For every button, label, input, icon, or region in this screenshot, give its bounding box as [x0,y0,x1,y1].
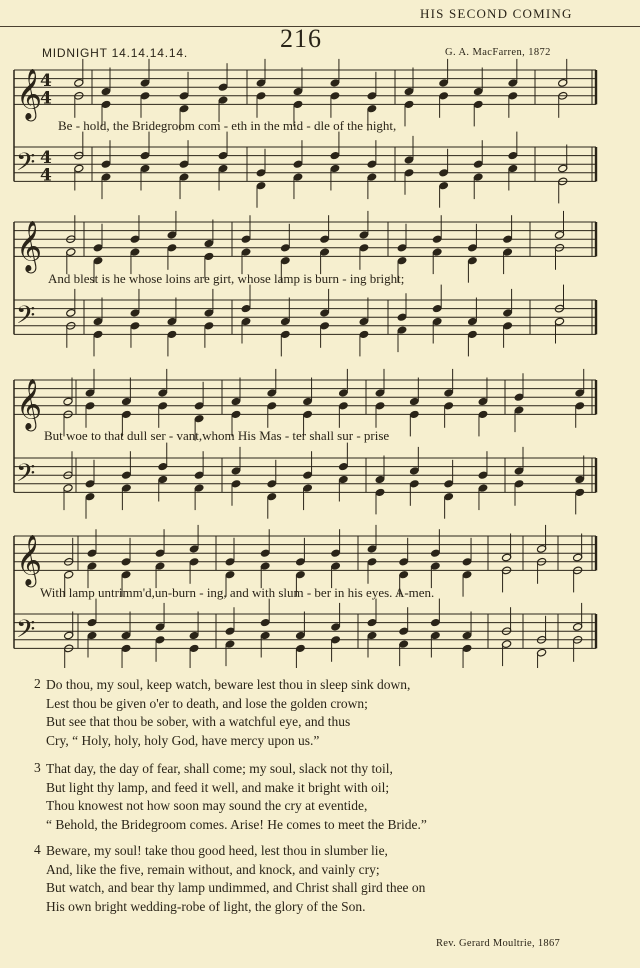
bass-clef-icon: 𝄢 [16,614,36,650]
time-signature-top: 4 [40,71,52,92]
verse-line: But light thy lamp, and feed it well, and make it bright with oil; [46,779,390,795]
hymn-number: 216 [280,24,322,53]
time-signature-bottom: 4 [40,88,52,109]
verse-line: Cry, “ Holy, holy, holy God, have mercy upon us.” [46,732,320,748]
verse-number: 2 [34,676,41,691]
verse-2 [34,676,411,750]
composer-credit: G. A. MacFarren, 1872 [445,47,551,58]
verse-3 [34,760,427,834]
verse-line: Beware, my soul! take thou good heed, lest thou in slumber lie, [46,843,388,858]
verse-line: And, like the five, remain without, and knock, and vainly cry; [46,861,380,877]
verse-number: 4 [34,842,41,857]
verse-line: But watch, and bear thy lamp undimmed, and Christ shall gird thee on [46,880,426,896]
lyric-line-1: Be - hold, the Bridegroom com - eth in the mid - dle of the night, [58,118,397,133]
verse-line: But see that thou be sober, with a watchful eye, and thus [46,714,351,730]
verse-line: Thou knowest not how soon may sound the cry at eventide, [46,798,368,814]
bass-clef-icon: 𝄢 [16,300,36,336]
lyric-line-3: But woe to that dull ser - vant,whom His Mas - ter shall sur - prise [44,428,390,443]
verse-line: Lest thou be given o'er to death, and lose the golden crown; [46,695,368,711]
verse-line: Do thou, my soul, keep watch, beware lest thou in sleep sink down, [46,677,411,692]
verse-number: 3 [34,760,41,775]
treble-clef-icon: 𝄞 [16,378,43,430]
lyric-line-2: And blest is he whose loins are girt, whose lamp is burn - ing bright; [48,271,405,286]
verse-4 [34,842,426,916]
section-heading: HIS SECOND COMING [420,6,573,21]
time-signature-bottom: 4 [40,165,52,186]
author-credit: Rev. Gerard Moultrie, 1867 [436,938,561,949]
verse-line: “ Behold, the Bridegroom comes. Arise! He comes to meet the Bride.” [46,816,427,832]
treble-clef-icon: 𝄞 [16,534,43,586]
bass-clef-icon: 𝄢 [16,147,36,183]
verse-line: That day, the day of fear, shall come; my soul, slack not thy toil, [46,761,393,776]
bass-clef-icon: 𝄢 [16,458,36,494]
time-signature-top: 4 [40,148,52,169]
treble-clef-icon: 𝄞 [16,220,43,272]
lyric-line-4: With lamp untrimm'd,un-burn - ing, and with slum - ber in his eyes. A-men. [40,585,435,600]
verse-line: His own bright wedding-robe of light, the glory of the Son. [46,898,366,914]
treble-clef-icon: 𝄞 [16,68,43,120]
tune-name: MIDNIGHT 14.14.14.14. [42,46,188,60]
